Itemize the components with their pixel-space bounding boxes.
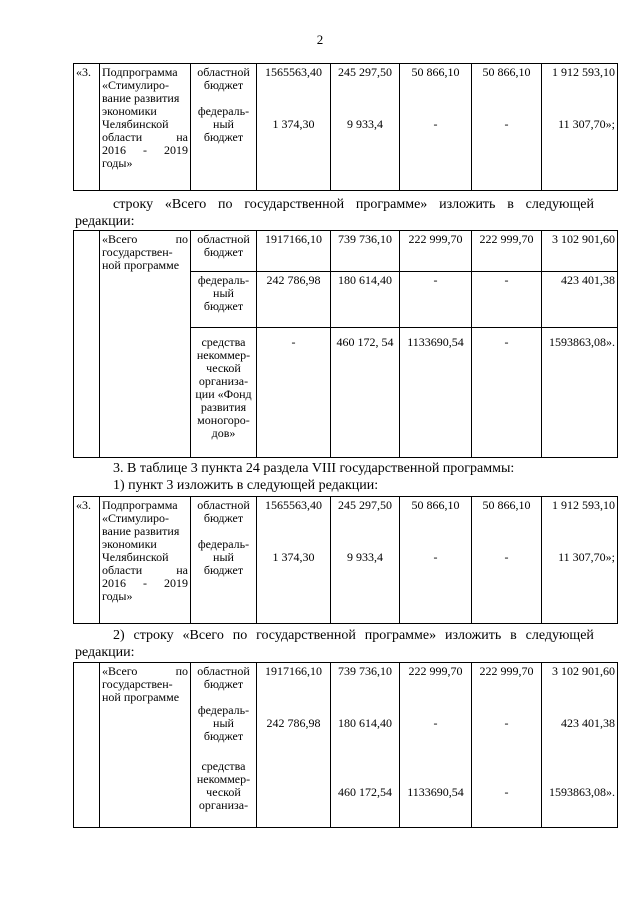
value-cell: 1917166,10 xyxy=(257,231,331,272)
value-cell: 245 297,50 9 933,4 xyxy=(331,497,400,624)
total-cell: 1 912 593,10 11 307,70»; xyxy=(542,497,618,624)
instruction-paragraph: строку «Всего по государственной программе» изложить в следующей редакции: xyxy=(75,197,594,229)
value-cell: 222 999,70 xyxy=(400,231,472,272)
page-number: 2 xyxy=(316,32,324,47)
value-cell: 50 866,10 - xyxy=(472,64,542,191)
value-cell: 180 614,40 xyxy=(331,272,400,328)
instruction-paragraph: 2) строку «Всего по государственной программе» изложить в следующей редакции: xyxy=(75,628,594,660)
value-cell: 460 172, 54 xyxy=(331,328,400,458)
program-name-cell: «Всего по государствен- ной программе xyxy=(100,663,191,828)
total-cell: 423 401,38 xyxy=(542,272,618,328)
source-cell: областной бюджет федераль- ный бюджет средства некоммер- ческой организа- xyxy=(191,663,257,828)
value-cell: 222 999,70 xyxy=(472,231,542,272)
value-cell: 50 866,10 - xyxy=(400,497,472,624)
source-cell: областной бюджет федераль- ный бюджет xyxy=(191,64,257,191)
value-cell: 242 786,98 xyxy=(257,272,331,328)
value-cell: - xyxy=(257,328,331,458)
value-cell: - xyxy=(472,328,542,458)
value-cell: 739 736,10 xyxy=(331,231,400,272)
subprogram-table xyxy=(73,496,618,624)
value-cell: 1565563,40 1 374,30 xyxy=(257,497,331,624)
source-cell: средства некоммер- ческой организа- ции «Фонд развития моногоро- дов» xyxy=(191,328,257,458)
total-table xyxy=(73,230,618,458)
value-cell: 1565563,40 1 374,30 xyxy=(257,64,331,191)
value-cell: 1133690,54 xyxy=(400,328,472,458)
value-cell: 50 866,10 - xyxy=(400,64,472,191)
program-name-cell: «Всего по государствен- ной программе xyxy=(100,231,191,458)
value-cell: 1917166,10 242 786,98 xyxy=(257,663,331,828)
value-cell: 222 999,70 - 1133690,54 xyxy=(400,663,472,828)
value-cell: 245 297,50 9 933,4 xyxy=(331,64,400,191)
source-cell: федераль- ный бюджет xyxy=(191,272,257,328)
row-number-cell xyxy=(74,663,100,828)
subprogram-table xyxy=(73,63,618,191)
value-cell: 50 866,10 - xyxy=(472,497,542,624)
subprogram-name-cell: Подпрограмма «Стимулиро- вание развития экономики Челябинской области на 2016 - 2019 годы» xyxy=(100,64,191,191)
value-cell: - xyxy=(400,272,472,328)
source-cell: областной бюджет xyxy=(191,231,257,272)
row-number-cell: «3. xyxy=(74,64,100,191)
value-cell: 222 999,70 - - xyxy=(472,663,542,828)
source-cell: областной бюджет федераль- ный бюджет xyxy=(191,497,257,624)
total-cell: 1 912 593,10 11 307,70»; xyxy=(542,64,618,191)
total-cell: 1593863,08». xyxy=(542,328,618,458)
subprogram-name-cell: Подпрограмма «Стимулиро- вание развития экономики Челябинской области на 2016 - 2019 годы» xyxy=(100,497,191,624)
row-number-cell xyxy=(74,231,100,458)
section-paragraph: 3. В таблице 3 пункта 24 раздела VIII государственной программы: 1) пункт 3 изложить в следующей редакции: xyxy=(113,461,515,493)
value-cell: - xyxy=(472,272,542,328)
row-number-cell: «3. xyxy=(74,497,100,624)
total-cell: 3 102 901,60 423 401,38 1593863,08». xyxy=(542,663,618,828)
total-cell: 3 102 901,60 xyxy=(542,231,618,272)
total-table xyxy=(73,662,618,828)
value-cell: 739 736,10 180 614,40 460 172,54 xyxy=(331,663,400,828)
